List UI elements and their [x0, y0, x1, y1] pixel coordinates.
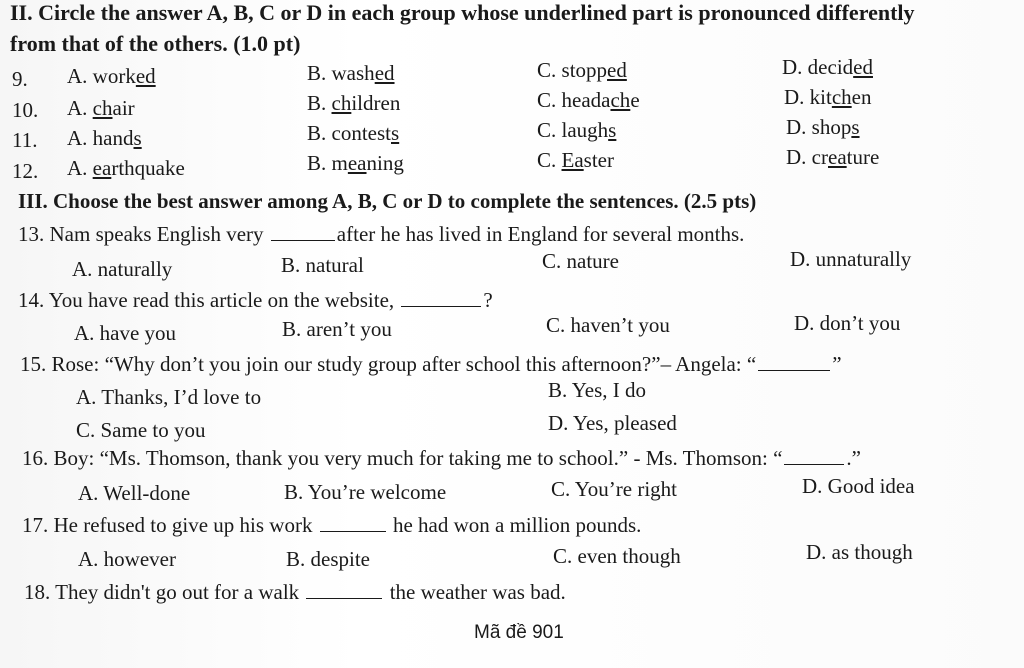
q13-option-d: D. unnaturally	[790, 247, 912, 271]
q17-option-d: D. as though	[806, 540, 913, 564]
q16-option-d: D. Good idea	[802, 474, 915, 498]
q12-option-a: A. earthquake	[67, 156, 185, 180]
q17-option-c: C. even though	[553, 544, 681, 568]
q9-option-a: A. worked	[67, 64, 156, 88]
q14-blank	[401, 305, 481, 307]
q14-option-c: C. haven’t you	[546, 313, 670, 337]
q11-number: 11.	[12, 128, 38, 152]
q13-blank	[271, 239, 335, 241]
q10-number: 10.	[12, 98, 39, 122]
q9-number: 9.	[12, 67, 28, 91]
q16-stem: 16. Boy: “Ms. Thomson, thank you very much for taking me to school.” - Ms. Thomson: “ .”	[22, 446, 861, 470]
q14-option-b: B. aren’t you	[282, 317, 392, 341]
q12-option-d: D. creature	[786, 145, 880, 169]
q11-option-a: A. hands	[67, 126, 142, 150]
q14-stem: 14. You have read this article on the website, ?	[18, 288, 493, 312]
q15-option-d: D. Yes, pleased	[548, 411, 677, 435]
q13-stem: 13. Nam speaks English very after he has lived in England for several months.	[18, 222, 745, 246]
q13-option-b: B. natural	[281, 253, 364, 277]
exam-code: Mã đề 901	[474, 622, 564, 643]
q12-option-b: B. meaning	[307, 151, 404, 175]
q15-option-c: C. Same to you	[76, 418, 206, 442]
q16-option-a: A. Well-done	[78, 481, 191, 505]
q14-option-a: A. have you	[74, 321, 177, 345]
q13-option-c: C. nature	[542, 249, 619, 273]
q17-stem: 17. He refused to give up his work he had won a million pounds.	[22, 513, 642, 537]
q16-option-b: B. You’re welcome	[284, 480, 447, 504]
q17-option-b: B. despite	[286, 547, 370, 571]
q15-option-a: A. Thanks, I’d love to	[76, 385, 262, 409]
q17-option-a: A. however	[78, 547, 176, 571]
q11-option-d: D. shops	[786, 115, 860, 139]
q10-option-b: B. children	[307, 91, 401, 115]
q10-option-a: A. chair	[67, 96, 135, 120]
q15-stem: 15. Rose: “Why don’t you join our study group after school this afternoon?”– Angela: “ ”	[20, 352, 842, 376]
q10-option-c: C. headache	[537, 88, 640, 112]
q15-option-b: B. Yes, I do	[548, 378, 647, 402]
q12-option-c: C. Easter	[537, 148, 614, 172]
q14-option-d: D. don’t you	[794, 311, 901, 335]
q18-blank	[306, 597, 382, 599]
q11-option-b: B. contests	[307, 121, 400, 145]
q18-stem: 18. They didn't go out for a walk the weather was bad.	[24, 580, 566, 604]
q15-blank	[758, 369, 830, 371]
q10-option-d: D. kitchen	[784, 85, 872, 109]
section2-heading-line2: from that of the others. (1.0 pt)	[10, 31, 301, 56]
q9-option-b: B. washed	[307, 61, 395, 85]
q11-option-c: C. laughs	[537, 118, 617, 142]
q16-option-c: C. You’re right	[551, 477, 678, 501]
q17-blank	[320, 530, 386, 532]
q9-option-c: C. stopped	[537, 58, 627, 82]
q16-blank	[784, 463, 844, 465]
q9-option-d: D. decided	[782, 55, 873, 79]
q12-number: 12.	[12, 159, 39, 183]
section2-heading-line1: II. Circle the answer A, B, C or D in each group whose underlined part is pronounced differently	[10, 0, 915, 25]
q13-option-a: A. naturally	[72, 257, 173, 281]
section3-heading: III. Choose the best answer among A, B, C or D to complete the sentences. (2.5 pts)	[18, 189, 757, 213]
